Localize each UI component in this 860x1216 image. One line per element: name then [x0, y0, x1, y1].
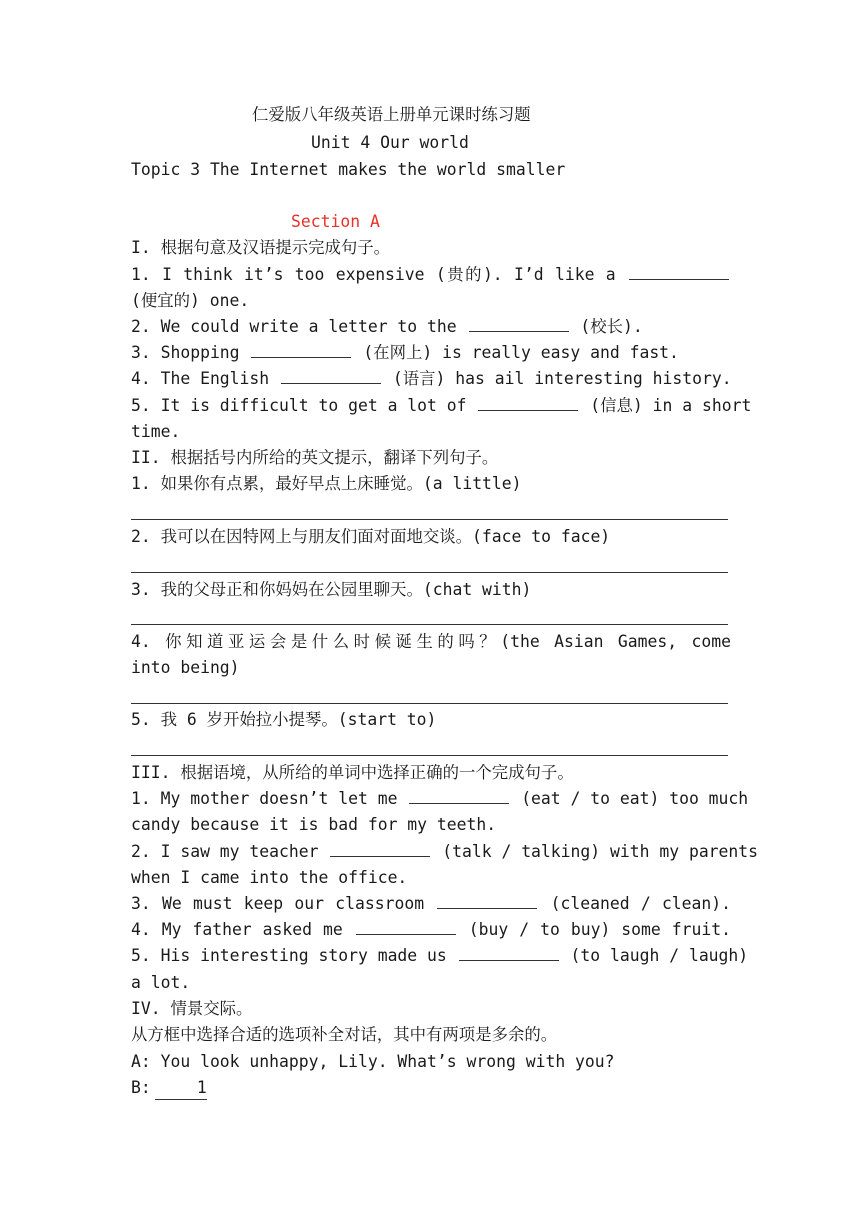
- part3-q2-line2: when I came into the office.: [131, 868, 408, 887]
- part1-q5-hint: (信息) in a short: [590, 396, 752, 415]
- part1-heading: I. 根据句意及汉语提示完成句子。: [131, 238, 391, 257]
- part3-q5-line2: a lot.: [131, 973, 191, 992]
- part4-heading: IV. 情景交际。: [131, 999, 253, 1018]
- worksheet-title: 仁爱版八年级英语上册单元课时练习题: [252, 105, 531, 124]
- part3-q4-text: 4. My father asked me: [131, 920, 343, 939]
- part3-q5-text: 5. His interesting story made us: [131, 946, 447, 965]
- part1-q2: [131, 316, 731, 338]
- part3-q1-line1: [131, 788, 749, 810]
- part2-q3: 3. 我的父母正和你妈妈在公园里聊天。(chat with): [131, 580, 532, 599]
- part2-q1: 1. 如果你有点累，最好早点上床睡觉。(a little): [131, 474, 522, 493]
- part3-q1-text: 1. My mother doesn’t let me: [131, 789, 398, 808]
- part3-q5-line1: [131, 945, 749, 967]
- part1-q5-blank[interactable]: [478, 395, 578, 411]
- unit-title: Unit 4 Our world: [311, 133, 469, 152]
- part1-q3-blank[interactable]: [251, 342, 351, 358]
- part1-q1-line2: (便宜的) one.: [131, 291, 250, 310]
- part3-q4-blank[interactable]: [356, 919, 456, 935]
- part1-q5-text: 5. It is difficult to get a lot of: [131, 396, 467, 415]
- dialogue-blank-1[interactable]: 1: [155, 1077, 207, 1100]
- part1-q3-hint: (在网上) is really easy and fast.: [363, 343, 679, 362]
- part1-q4-hint: (语言) has ail interesting history.: [392, 369, 732, 388]
- part2-q1-answer-line[interactable]: [131, 519, 728, 520]
- part3-q4: [131, 919, 731, 941]
- part2-q2-answer-line[interactable]: [131, 572, 728, 573]
- part2-q4-answer-line[interactable]: [131, 703, 728, 704]
- part3-q4-options: (buy / to buy) some fruit.: [468, 920, 731, 939]
- part3-q2-options: (talk / talking) with my parents: [442, 842, 759, 861]
- part3-q5-options: (to laugh / laugh): [570, 946, 749, 965]
- topic-title: Topic 3 The Internet makes the world smaller: [131, 160, 566, 179]
- part3-q3: [131, 893, 731, 915]
- part1-q3-text: 3. Shopping: [131, 343, 240, 362]
- part3-q1-blank[interactable]: [409, 788, 509, 804]
- part3-q2-text: 2. I saw my teacher: [131, 842, 319, 861]
- part2-q5-answer-line[interactable]: [131, 755, 728, 756]
- part1-q5-line2: time.: [131, 422, 181, 441]
- part3-q2-blank[interactable]: [330, 841, 430, 857]
- part2-q4-line2: into being): [131, 658, 240, 677]
- part1-q2-blank[interactable]: [469, 316, 569, 332]
- part3-q2-line1: [131, 841, 759, 863]
- part4-instruction: 从方框中选择合适的选项补全对话，其中有两项是多余的。: [131, 1025, 558, 1044]
- part2-q2: 2. 我可以在因特网上与朋友们面对面地交谈。(face to face): [131, 527, 611, 546]
- part3-q1-line2: candy because it is bad for my teeth.: [131, 815, 497, 834]
- part3-q3-options: (cleaned / clean).: [550, 894, 732, 913]
- dialogue-speaker-b: B:: [131, 1078, 151, 1097]
- part2-q4-line1: 4. 你知道亚运会是什么时候诞生的吗？(the Asian Games, come: [131, 632, 731, 651]
- part1-q2-hint: (校长).: [580, 317, 643, 336]
- part3-q1-options: (eat / to eat) too much: [521, 789, 749, 808]
- section-title: Section A: [291, 212, 380, 231]
- part1-q1-text: 1. I think it’s too expensive (贵的). I’d like a: [131, 265, 616, 284]
- part1-q1-blank[interactable]: [629, 264, 729, 280]
- dialogue-line-b: [131, 1077, 731, 1099]
- part1-q1-line1: [131, 264, 731, 286]
- part3-q3-text: 3. We must keep our classroom: [131, 894, 425, 913]
- part1-q2-text: 2. We could write a letter to the: [131, 317, 457, 336]
- part2-heading: II. 根据括号内所给的英文提示，翻译下列句子。: [131, 448, 499, 467]
- part1-q4: [131, 368, 731, 390]
- part3-q5-blank[interactable]: [459, 945, 559, 961]
- part3-q3-blank[interactable]: [437, 893, 537, 909]
- part2-q3-answer-line[interactable]: [131, 624, 728, 625]
- part1-q4-blank[interactable]: [281, 368, 381, 384]
- dialogue-line-a: A: You look unhappy, Lily. What’s wrong with you?: [131, 1052, 615, 1071]
- part1-q5-line1: [131, 395, 752, 417]
- part1-q3: [131, 342, 731, 364]
- part1-q4-text: 4. The English: [131, 369, 270, 388]
- part2-q5: 5. 我 6 岁开始拉小提琴。(start to): [131, 710, 437, 729]
- part3-heading: III. 根据语境，从所给的单词中选择正确的一个完成句子。: [131, 763, 574, 782]
